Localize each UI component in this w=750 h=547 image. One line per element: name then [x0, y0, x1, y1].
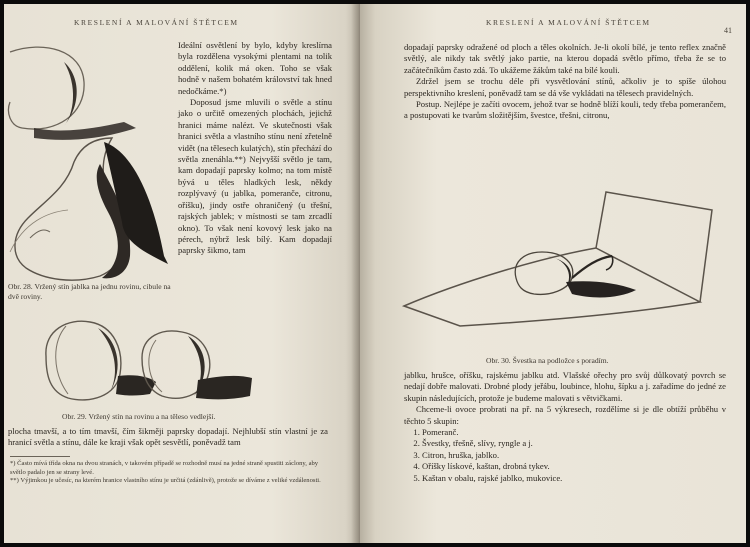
- left-bottom-text: [8, 426, 328, 449]
- right-bottom-text: [404, 370, 726, 484]
- fig28-pear-illustration: [4, 42, 172, 284]
- list-item: 4. Oříšky lískové, kaštan, drobná tykev.: [422, 461, 726, 472]
- list-item: 1. Pomeranč.: [422, 427, 726, 438]
- right-running-header: KRESLENÍ A MALOVÁNÍ ŠTĚTCEM: [486, 18, 651, 27]
- left-running-header: KRESLENÍ A MALOVÁNÍ ŠTĚTCEM: [74, 18, 239, 27]
- footnotes: [10, 460, 326, 486]
- left-page: [4, 4, 360, 543]
- right-top-text: [404, 42, 726, 122]
- page-number: 41: [724, 26, 732, 35]
- footnote-divider: [10, 456, 70, 457]
- fig30-plum-illustration: [400, 186, 730, 334]
- paragraph: dopadají paprsky odražené od ploch a těles okolních. Je-li okolí bílé, je tento reflex značně světlý, ale nikdy tak světlý jako partie, na kterou dopadá světlo přímo, třeba že se to začátečníkům často zdá. To ukážeme žákům také na bílé kouli.: [404, 42, 726, 75]
- fig29-apples-illustration: [38, 316, 258, 406]
- footnote: *) Často mívá třída okna na dvou stranách, v takovém případě se rozhodně musí na jedné straně spustiti záclony, aby světlo padalo jen se strany levé.: [10, 460, 319, 476]
- left-column-text: [178, 40, 332, 257]
- right-page: [360, 4, 746, 543]
- paragraph: plocha tmavší, a to tím tmavší, čím šikměji paprsky dopadají. Nejhlubší stín vlastní je za hranicí světla a stínu, dále ke kraji však opět sesvětlí, poněvadž tam: [8, 426, 328, 448]
- fig28-caption: Obr. 28. Vržený stín jablka na jednu rovinu, cibule na dvě roviny.: [8, 282, 171, 301]
- fig29-caption: Obr. 29. Vržený stín na rovinu a na těleso vedlejší.: [62, 412, 216, 421]
- fruit-groups-list: [404, 427, 726, 484]
- paragraph: Postup. Nejlépe je začíti ovocem, jehož tvar se hodně blíží kouli, tedy třeba pomerančem, a postupovati ke tvarům složitějším, švestce, třešni, citronu,: [404, 99, 726, 121]
- fig30-caption: Obr. 30. Švestka na podložce s poradím.: [486, 356, 609, 365]
- list-item: 3. Citron, hruška, jablko.: [422, 450, 726, 461]
- list-item: 2. Švestky, třešně, slívy, ryngle a j.: [422, 438, 726, 449]
- paragraph: Zdržel jsem se trochu déle při vysvětlování stínů, ačkoliv je to spíše úlohou perspektivního kreslení, poněvadž tam se dá vše vykládati na tělesech pravidelných.: [404, 76, 726, 98]
- paragraph: Doposud jsme mluvili o světle a stínu jako o určitě omezených plochách, jejichž hranici máme nalézt. Ve skutečnosti však hranici světla a vlastního stínu není zřetelně vidět (na tělesech kulatých), stín přechází do světla znenáhla.**) Nejvyšší světlo je tam, kam dopadají paprsky kolmo; na tom místě bývá u těles hladkých lesk, někdy rozplývavý (u jablka, pomeranče, citronu, oříšku), jindy ostře ohraničený (u třešní, rajských jablek; v místnosti se tam zrcadlí okno). To však není kovový lesk jako na pérech, nýbrž lesk bílý. Kam dopadají paprsky šikmo, tam: [178, 97, 332, 256]
- book-spread: [4, 4, 746, 543]
- paragraph: Chceme-li ovoce probrati na př. na 5 výkresech, rozdělíme si je dle obtíží průběhu v těchto 5 skupin:: [404, 404, 726, 426]
- footnote: **) Výjimkou je učesíc, na kterém hranice vlastního stínu je určitá (zdánlivě), protože se díváme z veliké vzdálenosti.: [10, 477, 321, 485]
- list-item: 5. Kaštan v obalu, rajské jablko, mukovice.: [422, 473, 726, 484]
- paragraph: jablku, hrušce, oříšku, rajskému jablku atd. Vlašské ořechy pro svůj důlkovatý povrch se nedají dobře malovati. Drobné plody jeřábu, loubince, hlohu, šípku a j. zařadíme do jedné ze skupin následujících, protože je budeme malovati s větvičkami.: [404, 370, 726, 403]
- paragraph: Ideální osvětlení by bylo, kdyby kreslírna byla rozdělena vysokými plentami na tolik oddělení, kolik má oken. Toho se však hodně v našem bohatém království tak hned nedočkáme.*): [178, 40, 332, 96]
